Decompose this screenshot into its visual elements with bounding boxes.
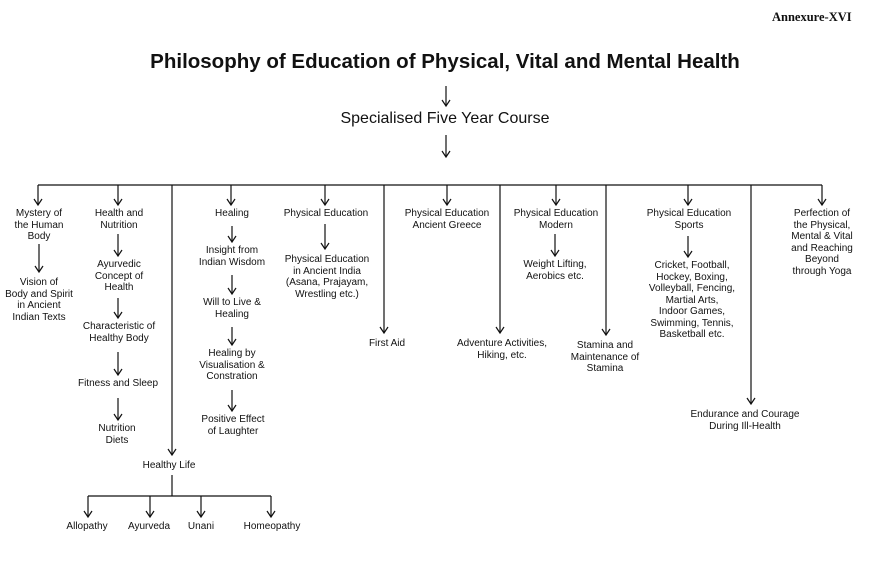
node-adventure-activities: Adventure Activities, Hiking, etc. (456, 338, 548, 361)
node-weight-lifting: Weight Lifting, Aerobics etc. (523, 259, 587, 282)
course-subtitle: Specialised Five Year Course (340, 110, 550, 127)
node-fitness-sleep: Fitness and Sleep (77, 378, 159, 389)
annexure-label: Annexure-XVI (772, 10, 852, 24)
node-pe-sports: Physical Education Sports (646, 208, 732, 231)
node-ayurvedic-concept: Ayurvedic Concept of Health (94, 259, 144, 293)
node-physical-education: Physical Education (283, 208, 369, 219)
node-pe-modern: Physical Education Modern (513, 208, 599, 231)
diagram-title: Philosophy of Education of Physical, Vital and Mental Health (150, 50, 740, 73)
node-unani: Unani (187, 521, 215, 532)
node-perfection-yoga: Perfection of the Physical, Mental & Vital and Reaching Beyond through Yoga (791, 208, 853, 277)
node-endurance-courage: Endurance and Courage During Ill-Health (690, 409, 800, 432)
node-health-nutrition: Health and Nutrition (94, 208, 144, 231)
node-characteristic-healthy-body: Characteristic of Healthy Body (82, 321, 156, 344)
node-pe-ancient-greece: Physical Education Ancient Greece (404, 208, 490, 231)
node-pe-ancient-india: Physical Education in Ancient India (Asana, Prajayam, Wrestling etc.) (284, 254, 370, 300)
node-nutrition-diets: Nutrition Diets (98, 423, 136, 446)
node-healing-visualisation: Healing by Visualisation & Constration (199, 348, 265, 382)
node-will-to-live: Will to Live & Healing (203, 297, 261, 320)
node-healing: Healing (215, 208, 249, 219)
node-first-aid: First Aid (368, 338, 406, 349)
node-positive-laughter: Positive Effect of Laughter (201, 414, 265, 437)
node-healthy-life: Healthy Life (142, 460, 196, 471)
node-mystery-human-body: Mystery of the Human Body (14, 208, 64, 242)
node-vision-body-spirit: Vision of Body and Spirit in Ancient Indian Texts (5, 277, 73, 323)
node-stamina: Stamina and Maintenance of Stamina (570, 340, 640, 374)
node-insight-indian-wisdom: Insight from Indian Wisdom (198, 245, 266, 268)
node-homeopathy: Homeopathy (243, 521, 301, 532)
node-ayurveda: Ayurveda (127, 521, 171, 532)
node-sports-list: Cricket, Football, Hockey, Boxing, Volleyball, Fencing, Martial Arts, Indoor Games, Swimming, Tennis, Basketball etc. (648, 260, 736, 340)
node-allopathy: Allopathy (66, 521, 108, 532)
